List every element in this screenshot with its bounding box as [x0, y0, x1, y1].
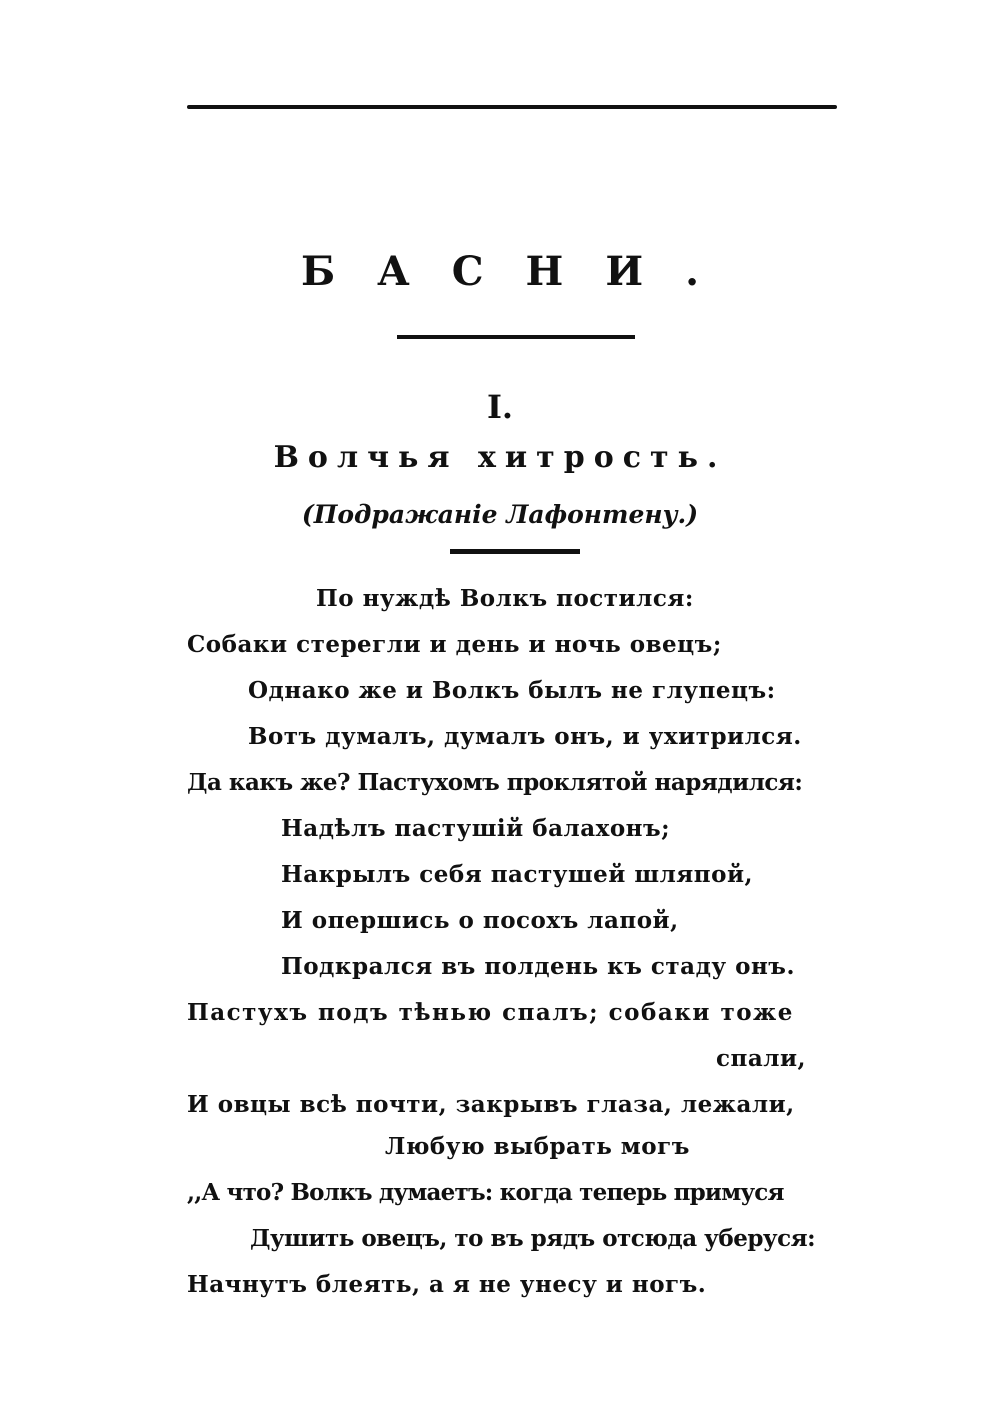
poem-line: Надѣлъ пастушій балахонъ; [281, 815, 671, 842]
title-divider-rule [397, 335, 635, 339]
section-title: БАСНИ. [300, 248, 742, 295]
poem-line: Однако же и Волкъ былъ не глупецъ: [248, 677, 776, 704]
fable-subtitle: (Подражаніе Лафонтену.) [301, 500, 699, 529]
fable-number: I. [486, 388, 514, 426]
poem-line: Начнутъ блеять, а я не унесу и ногъ. [187, 1271, 707, 1298]
poem-line: По нуждѣ Волкъ постился: [316, 585, 694, 612]
poem-line-continuation: спали, [716, 1045, 807, 1072]
fable-title: Волчья хитрость. [273, 440, 727, 475]
poem-line: Да какъ же? Пастухомъ проклятой нарядился: [187, 769, 803, 796]
subtitle-divider-rule [450, 549, 580, 554]
poem-line: ,,А что? Волкъ думаетъ: когда теперь примуся [187, 1179, 784, 1206]
poem-line: Собаки стерегли и день и ночь овецъ; [187, 631, 722, 658]
poem-line: Вотъ думалъ, думалъ онъ, и ухитрился. [248, 723, 802, 750]
top-decorative-rule [187, 105, 837, 109]
poem-line: Подкрался въ полдень къ стаду онъ. [281, 953, 795, 980]
poem-line: Любую выбрать могъ [385, 1133, 690, 1160]
poem-line: Душить овецъ, то въ рядъ отсюда уберуся: [250, 1225, 816, 1252]
poem-line: Пастухъ подъ тѣнью спалъ; собаки тоже [187, 999, 794, 1026]
poem-line: И опершись о посохъ лапой, [281, 907, 679, 934]
poem-line: И овцы всѣ почти, закрывъ глаза, лежали, [187, 1091, 795, 1118]
poem-line: Накрылъ себя пастушей шляпой, [281, 861, 754, 888]
